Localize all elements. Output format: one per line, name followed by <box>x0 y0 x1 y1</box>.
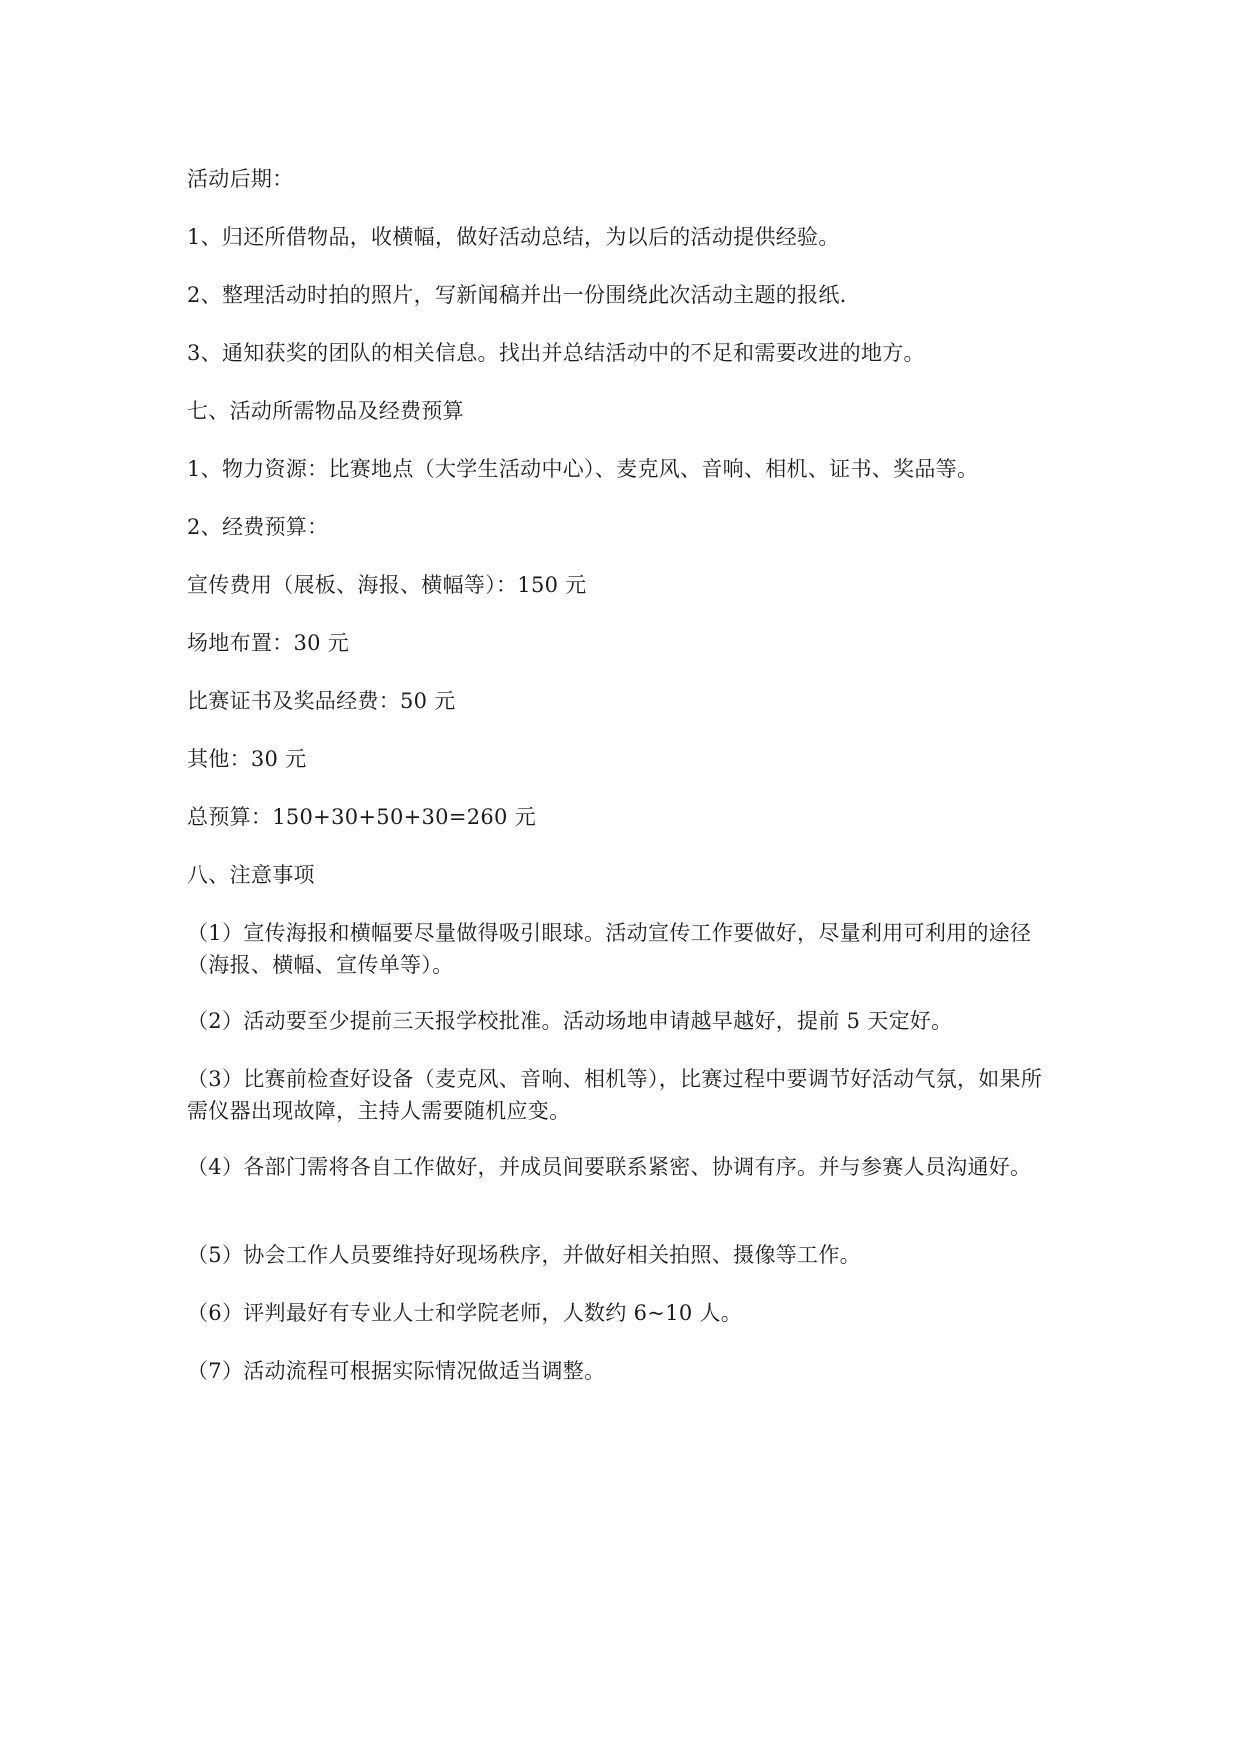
note-4: （4）各部门需将各自工作做好，并成员间要联系紧密、协调有序。并与参赛人员沟通好。 <box>187 1155 1032 1179</box>
note-2: （2）活动要至少提前三天报学校批准。活动场地申请越早越好，提前 5 天定好。 <box>187 1009 953 1033</box>
section-eight-heading: 八、注意事项 <box>187 863 315 887</box>
budget-line-certificates: 比赛证书及奖品经费：50 元 <box>187 689 456 713</box>
section-seven-item-1: 1、物力资源：比赛地点（大学生活动中心）、麦克风、音响、相机、证书、奖品等。 <box>187 457 979 481</box>
budget-line-venue: 场地布置：30 元 <box>187 631 350 655</box>
note-5: （5）协会工作人员要维持好现场秩序，并做好相关拍照、摄像等工作。 <box>187 1243 861 1267</box>
section-seven-heading: 七、活动所需物品及经费预算 <box>187 399 464 423</box>
note-6: （6）评判最好有专业人士和学院老师，人数约 6~10 人。 <box>187 1301 743 1325</box>
note-7: （7）活动流程可根据实际情况做适当调整。 <box>187 1359 606 1383</box>
post-activity-item-1: 1、归还所借物品，收横幅，做好活动总结，为以后的活动提供经验。 <box>187 225 840 249</box>
section-seven-item-2: 2、经费预算： <box>187 515 329 539</box>
note-1: （1）宣传海报和横幅要尽量做得吸引眼球。活动宣传工作要做好，尽量利用可利用的途径（海报、横幅、宣传单等）。 <box>187 921 1032 977</box>
post-activity-heading: 活动后期： <box>187 167 294 191</box>
budget-line-other: 其他：30 元 <box>187 747 307 771</box>
post-activity-item-3: 3、通知获奖的团队的相关信息。找出并总结活动中的不足和需要改进的地方。 <box>187 341 925 365</box>
budget-line-publicity: 宣传费用（展板、海报、横幅等）：150 元 <box>187 573 587 597</box>
note-3: （3）比赛前检查好设备（麦克风、音响、相机等），比赛过程中要调节好活动气氛，如果所需仪器出现故障，主持人需要随机应变。 <box>187 1067 1043 1123</box>
budget-line-total: 总预算：150+30+50+30=260 元 <box>187 805 536 829</box>
post-activity-item-2: 2、整理活动时拍的照片，写新闻稿并出一份围绕此次活动主题的报纸. <box>187 283 847 307</box>
